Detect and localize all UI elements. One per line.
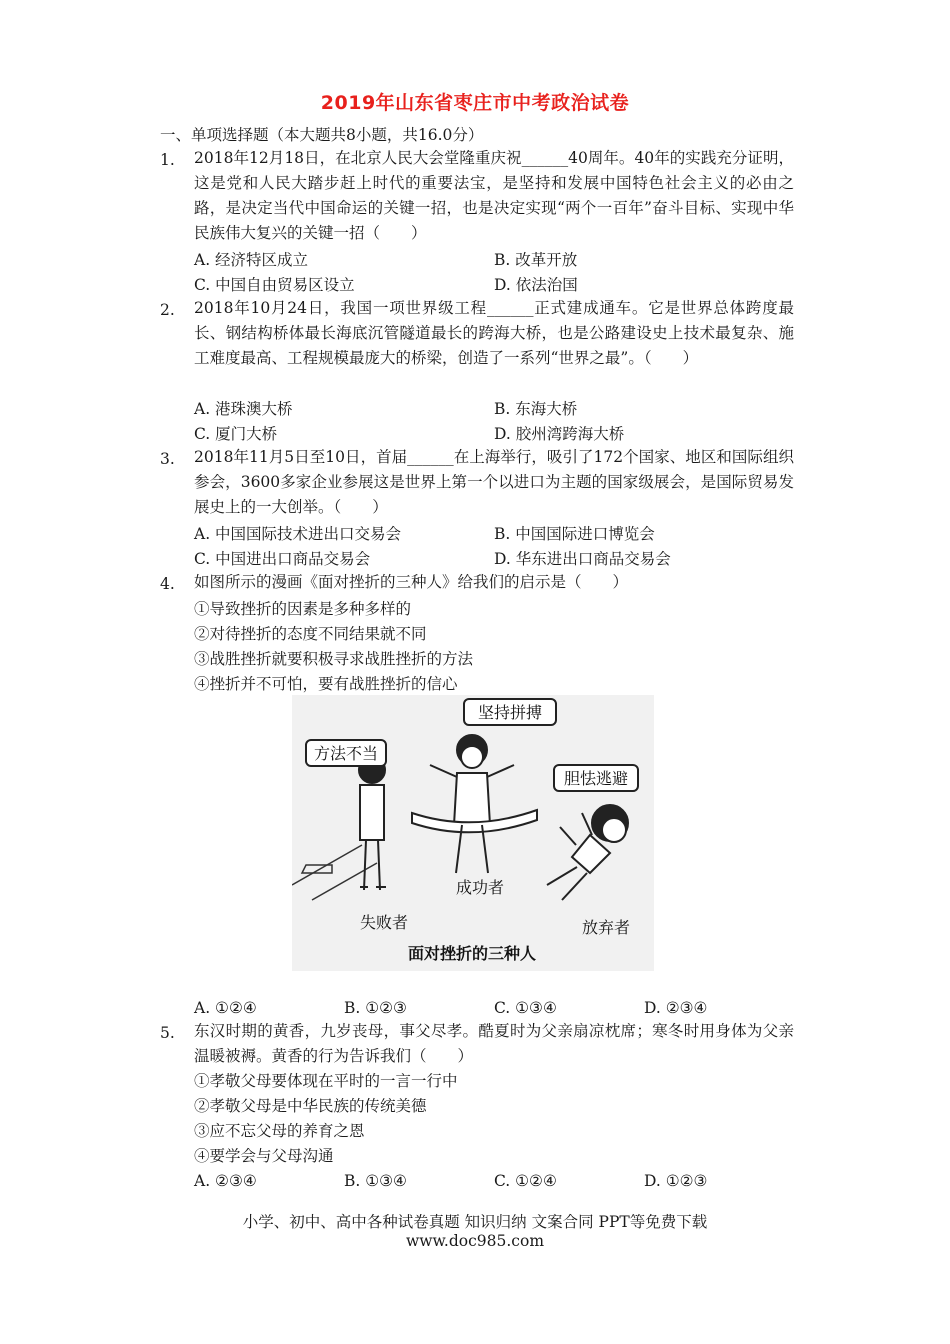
q4-statement-4: ④挫折并不可怕，要有战胜挫折的信心 — [194, 675, 458, 693]
exam-title: 2019年山东省枣庄市中考政治试卷 — [320, 92, 630, 114]
q2-option-c: C. 厦门大桥 — [194, 425, 278, 443]
q1-text: 2018年12月18日，在北京人民大会堂隆重庆祝______40周年。40年的实践充分证明，这是党和人民大踏步赶上时代的重要法宝，是坚持和发展中国特色社会主义的必由之路，是决定当代中国命运的关键一招，也是决定实现“两个一百年”奋斗目标、实现中华民族伟大复兴的关键一招（ ） — [194, 149, 794, 242]
q1-option-c: C. 中国自由贸易区设立 — [194, 276, 355, 294]
q4-statement-2: ②对待挫折的态度不同结果就不同 — [194, 625, 427, 643]
q3-option-d: D. 华东进出口商品交易会 — [494, 550, 671, 568]
q4-option-a: A. ①②④ — [194, 999, 257, 1017]
q3-number: 3. — [160, 450, 175, 468]
q4-number: 4. — [160, 575, 175, 593]
q2-number: 2. — [160, 301, 175, 319]
section-heading: 一、单项选择题（本大题共8小题，共16.0分） — [160, 126, 484, 144]
q5-statement-3: ③应不忘父母的养育之恩 — [194, 1122, 365, 1140]
q4-option-b: B. ①②③ — [344, 999, 407, 1017]
bubble-mid-text: 坚持拼搏 — [477, 703, 543, 722]
q4-option-c: C. ①③④ — [494, 999, 557, 1017]
q3-option-a: A. 中国国际技术进出口交易会 — [194, 525, 402, 543]
q5-option-c: C. ①②④ — [494, 1172, 557, 1190]
label-failure: 失败者 — [359, 913, 409, 932]
q1-number: 1. — [160, 151, 175, 169]
q5-number: 5. — [160, 1024, 175, 1042]
q3-option-c: C. 中国进出口商品交易会 — [194, 550, 371, 568]
q5-statement-4: ④要学会与父母沟通 — [194, 1147, 334, 1165]
q3-option-b: B. 中国国际进口博览会 — [494, 525, 655, 543]
q4-option-d: D. ②③④ — [644, 999, 708, 1017]
label-success: 成功者 — [455, 878, 505, 897]
footer-ad-line: 小学、初中、高中各种试卷真题 知识归纳 文案合同 PPT等免费下载 — [242, 1213, 708, 1231]
q1-option-d: D. 依法治国 — [494, 276, 578, 294]
q1-option-b: B. 改革开放 — [494, 251, 578, 269]
q3-text: 2018年11月5日至10日，首届______在上海举行，吸引了172个国家、地区和国际组织参会，3600多家企业参展这是世界上第一个以进口为主题的国家级展会，是国际贸易发展史上的一大创举。（ ） — [194, 448, 794, 516]
bubble-left-text: 方法不当 — [313, 744, 379, 763]
q5-option-d: D. ①②③ — [644, 1172, 708, 1190]
q5-option-a: A. ②③④ — [194, 1172, 257, 1190]
q4-statement-1: ①导致挫折的因素是多种多样的 — [194, 600, 412, 618]
q5-option-b: B. ①③④ — [344, 1172, 407, 1190]
q2-option-b: B. 东海大桥 — [494, 400, 578, 418]
cartoon-caption: 面对挫折的三种人 — [407, 944, 537, 963]
q4-text: 如图所示的漫画《面对挫折的三种人》给我们的启示是（ ） — [194, 573, 629, 591]
q5-statement-2: ②孝敬父母是中华民族的传统美德 — [194, 1097, 427, 1115]
q5-statement-1: ①孝敬父母要体现在平时的一言一行中 — [194, 1072, 458, 1090]
q1-option-a: A. 经济特区成立 — [194, 251, 309, 269]
q2-option-a: A. 港珠澳大桥 — [194, 400, 293, 418]
q4-statement-3: ③战胜挫折就要积极寻求战胜挫折的方法 — [194, 650, 474, 668]
label-quitter: 放弃者 — [581, 918, 631, 937]
footer-url[interactable]: www.doc985.com — [405, 1232, 545, 1250]
bubble-right-text: 胆怯逃避 — [563, 769, 629, 788]
q2-text: 2018年10月24日，我国一项世界级工程______正式建成通车。它是世界总体跨度最长、钢结构桥体最长海底沉管隧道最长的跨海大桥，也是公路建设史上技术最复杂、施工难度最高、工程规模最庞大的桥梁，创造了一系列“世界之最”。（ ） — [194, 299, 794, 367]
q5-text: 东汉时期的黄香，九岁丧母，事父尽孝。酷夏时为父亲扇凉枕席；寒冬时用身体为父亲温暖被褥。黄香的行为告诉我们（ ） — [194, 1022, 794, 1065]
cartoon-illustration — [292, 695, 654, 971]
q2-option-d: D. 胶州湾跨海大桥 — [494, 425, 625, 443]
